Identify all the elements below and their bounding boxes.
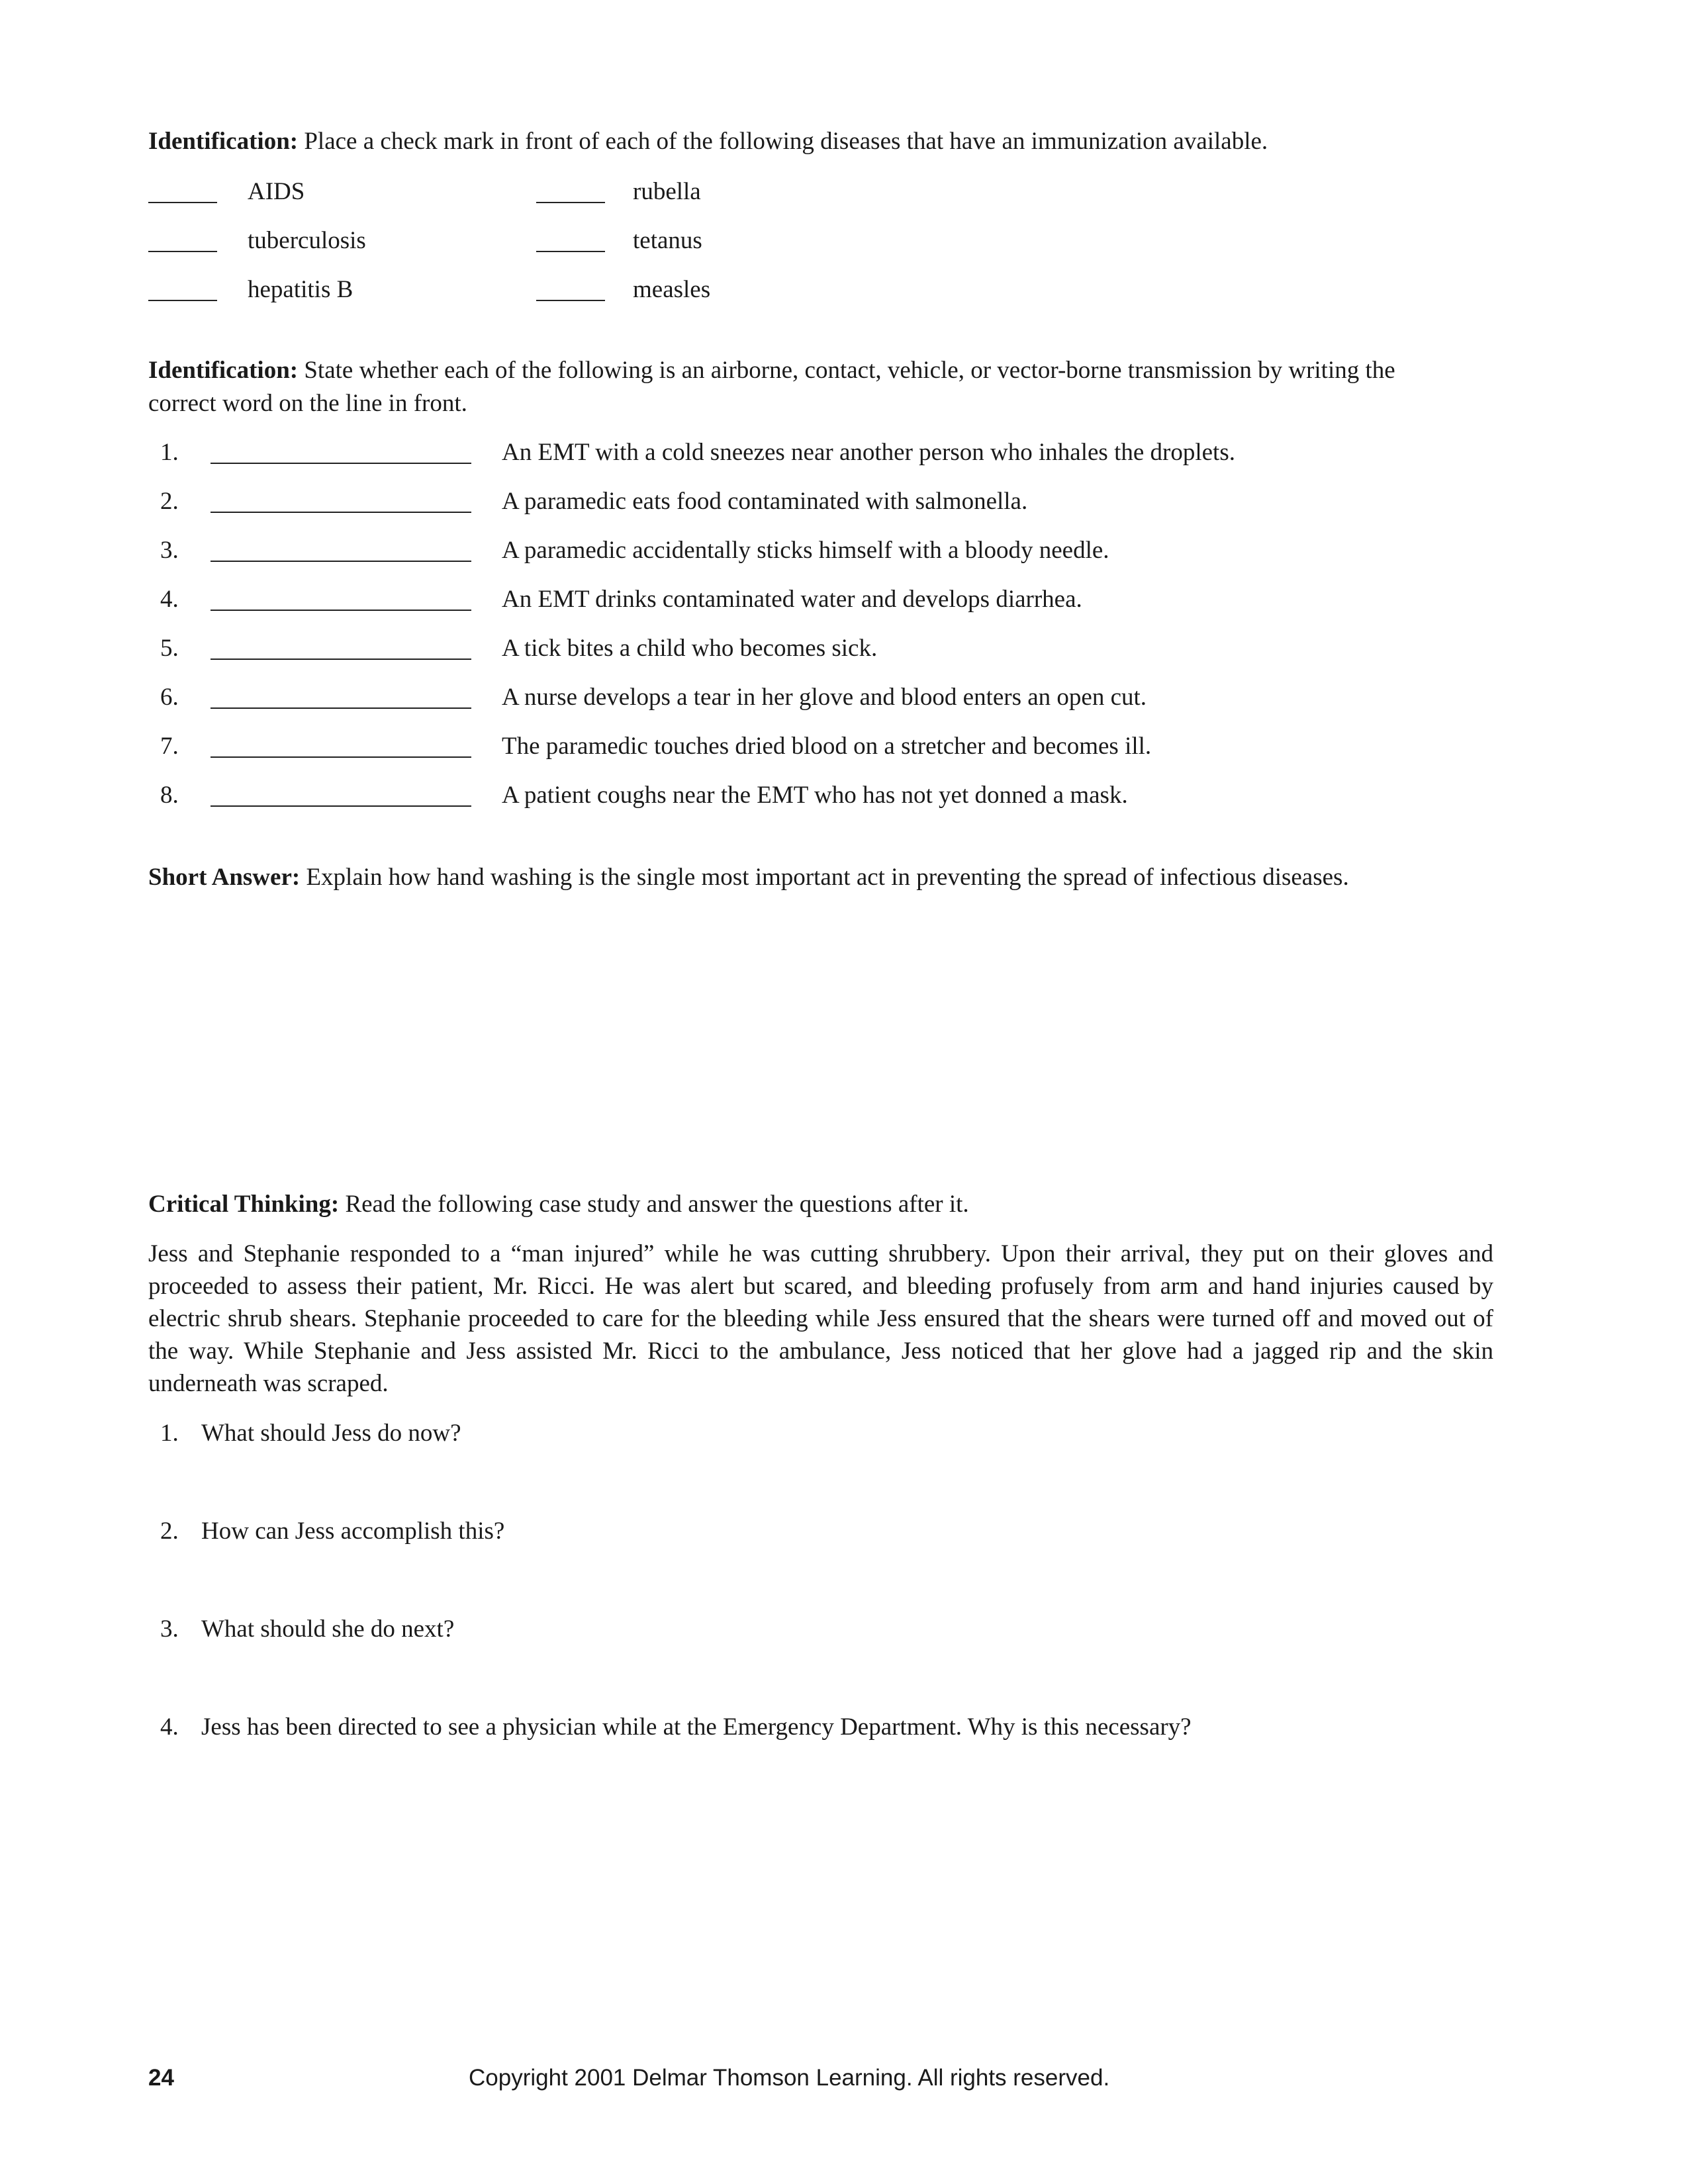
answer-line[interactable] — [211, 756, 471, 758]
item-number: 6. — [160, 684, 179, 711]
item-number: 3. — [160, 537, 179, 564]
question-text: What should Jess do now? — [201, 1420, 461, 1447]
answer-line[interactable] — [211, 463, 471, 464]
question-number: 1. — [160, 1420, 179, 1447]
answer-line[interactable] — [211, 805, 471, 807]
item-number: 8. — [160, 782, 179, 809]
case-study-paragraph: Jess and Stephanie responded to a “man injured” while he was cutting shrubbery. Upon their arrival, they put on their gloves and proceeded to assess their patient, Mr. Ricci. He was alert but scared, and bleeding profusely from arm and hand injuries caused by electric shrub shears. Stephanie proceeded to care for the bleeding while Jess ensured that the shears were turned off and moved out of the way. While Stephanie and Jess assisted Mr. Ricci to the ambulance, Jess noticed that her glove had a jagged rip and the skin underneath was scraped. — [148, 1240, 1493, 1397]
page-number: 24 — [148, 2065, 174, 2091]
section2-instruction-line1: State whether each of the following is an airborne, contact, vehicle, or vector-borne transmission by writing the — [304, 357, 1395, 384]
item-text: A paramedic accidentally sticks himself with a bloody needle. — [502, 537, 1109, 564]
disease-label-rubella: rubella — [633, 178, 701, 205]
item-text: An EMT drinks contaminated water and develops diarrhea. — [502, 586, 1082, 613]
section3-label: Short Answer: — [148, 864, 301, 891]
section3-instruction: Explain how hand washing is the single most important act in preventing the spread of infectious diseases. — [306, 864, 1349, 891]
item-text: An EMT with a cold sneezes near another person who inhales the droplets. — [502, 439, 1235, 466]
check-blank-tuberculosis[interactable] — [148, 251, 217, 252]
answer-line[interactable] — [211, 561, 471, 562]
section1-heading — [148, 126, 1268, 158]
item-text: The paramedic touches dried blood on a stretcher and becomes ill. — [502, 733, 1152, 760]
section4-heading — [148, 1189, 969, 1220]
section2-instruction-line2: correct word on the line in front. — [148, 390, 467, 417]
disease-label-hepatitis-b: hepatitis B — [248, 276, 353, 303]
answer-line[interactable] — [211, 659, 471, 660]
answer-line[interactable] — [211, 512, 471, 513]
copyright-notice: Copyright 2001 Delmar Thomson Learning. All rights reserved. — [469, 2065, 1110, 2091]
question-text: Jess has been directed to see a physician while at the Emergency Department. Why is this necessary? — [201, 1713, 1192, 1741]
question-text: What should she do next? — [201, 1615, 455, 1643]
section3-heading — [148, 862, 1349, 893]
section2-heading — [148, 355, 1395, 387]
check-blank-measles[interactable] — [536, 300, 605, 301]
answer-line[interactable] — [211, 707, 471, 709]
item-text: A paramedic eats food contaminated with salmonella. — [502, 488, 1028, 515]
check-blank-tetanus[interactable] — [536, 251, 605, 252]
item-number: 1. — [160, 439, 179, 466]
disease-label-tuberculosis: tuberculosis — [248, 227, 366, 254]
short-answer-space[interactable] — [148, 900, 1493, 1178]
check-blank-rubella[interactable] — [536, 202, 605, 203]
section1-label: Identification: — [148, 128, 299, 155]
section2-label: Identification: — [148, 357, 299, 384]
item-number: 4. — [160, 586, 179, 613]
question-number: 4. — [160, 1713, 179, 1741]
disease-label-tetanus: tetanus — [633, 227, 702, 254]
disease-label-measles: measles — [633, 276, 711, 303]
section1-instruction: Place a check mark in front of each of the following diseases that have an immunization available. — [304, 128, 1268, 155]
question-number: 2. — [160, 1518, 179, 1545]
item-text: A nurse develops a tear in her glove and blood enters an open cut. — [502, 684, 1147, 711]
section4-instruction: Read the following case study and answer the questions after it. — [345, 1191, 969, 1218]
item-text: A patient coughs near the EMT who has not yet donned a mask. — [502, 782, 1128, 809]
item-text: A tick bites a child who becomes sick. — [502, 635, 878, 662]
check-blank-aids[interactable] — [148, 202, 217, 203]
item-number: 2. — [160, 488, 179, 515]
question-number: 3. — [160, 1615, 179, 1643]
answer-line[interactable] — [211, 610, 471, 611]
question-text: How can Jess accomplish this? — [201, 1518, 505, 1545]
item-number: 5. — [160, 635, 179, 662]
section4-label: Critical Thinking: — [148, 1191, 340, 1218]
item-number: 7. — [160, 733, 179, 760]
disease-label-aids: AIDS — [248, 178, 305, 205]
check-blank-hepatitis-b[interactable] — [148, 300, 217, 301]
